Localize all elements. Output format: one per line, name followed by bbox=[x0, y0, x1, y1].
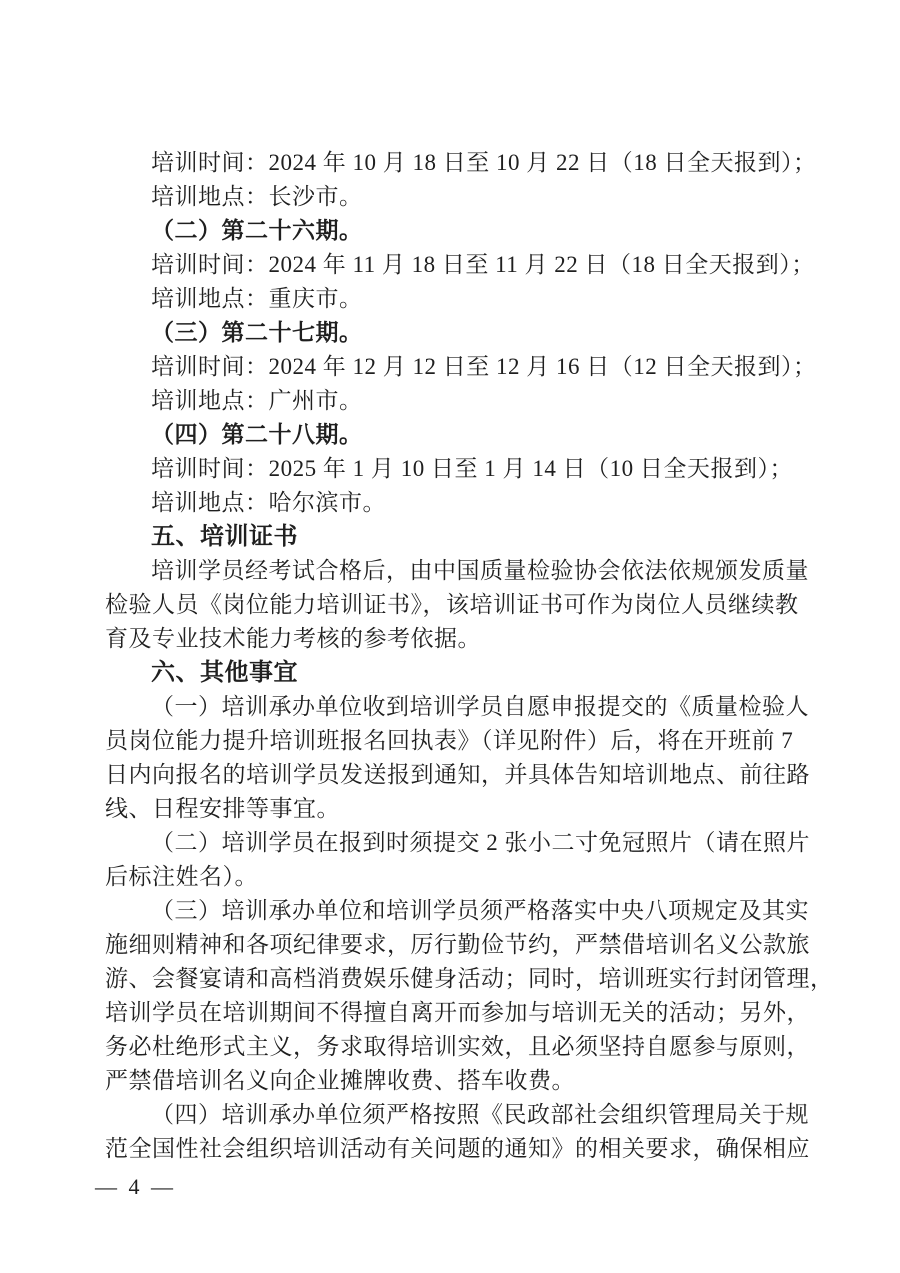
text-line: （四）第二十八期。 bbox=[151, 422, 363, 447]
text-line: 六、其他事宜 bbox=[151, 659, 298, 686]
text-line: 施细则精神和各项纪律要求，厉行勤俭节约，严禁借培训名义公款旅 bbox=[105, 932, 810, 957]
text-line: 培训时间：2025 年 1 月 10 日至 1 月 14 日（10 日全天报到）； bbox=[151, 456, 793, 481]
text-line: （一）培训承办单位收到培训学员自愿申报提交的《质量检验人 bbox=[151, 694, 809, 719]
text-line: （二）第二十六期。 bbox=[151, 218, 363, 243]
text-line: 五、培训证书 bbox=[151, 523, 298, 550]
text-line: 后标注姓名）。 bbox=[105, 864, 258, 889]
text-line: （四）培训承办单位须严格按照《民政部社会组织管理局关于规 bbox=[151, 1102, 809, 1127]
page-number: — 4 — bbox=[95, 1174, 176, 1199]
text-line: 培训地点：哈尔滨市。 bbox=[151, 490, 386, 515]
text-line: 检验人员《岗位能力培训证书》，该培训证书可作为岗位人员继续教 bbox=[105, 592, 799, 617]
text-line: 游、会餐宴请和高档消费娱乐健身活动；同时，培训班实行封闭管理， bbox=[105, 966, 834, 991]
text-line: 严禁借培训名义向企业摊牌收费、搭车收费。 bbox=[105, 1068, 575, 1093]
text-line: 范全国性社会组织培训活动有关问题的通知》的相关要求，确保相应 bbox=[105, 1136, 810, 1161]
text-line: （三）第二十七期。 bbox=[151, 320, 363, 345]
text-line: 培训地点：重庆市。 bbox=[151, 286, 363, 311]
text-line: 务必杜绝形式主义，务求取得培训实效，且必须坚持自愿参与原则， bbox=[105, 1034, 810, 1059]
text-line: 线、日程安排等事宜。 bbox=[105, 796, 340, 821]
text-line: 育及专业技术能力考核的参考依据。 bbox=[105, 626, 481, 651]
text-line: 培训时间：2024 年 12 月 12 日至 12 月 16 日（12 日全天报到）； bbox=[151, 354, 817, 379]
text-line: 员岗位能力提升培训班报名回执表》（详见附件）后，将在开班前 7 bbox=[105, 728, 794, 753]
text-line: 培训地点：长沙市。 bbox=[151, 184, 363, 209]
text-line: 培训地点：广州市。 bbox=[151, 388, 363, 413]
text-line: 培训时间：2024 年 10 月 18 日至 10 月 22 日（18 日全天报到）； bbox=[151, 150, 817, 175]
text-line: 培训时间：2024 年 11 月 18 日至 11 月 22 日（18 日全天报到）； bbox=[151, 252, 815, 277]
text-line: （二）培训学员在报到时须提交 2 张小二寸免冠照片（请在照片 bbox=[151, 830, 810, 855]
text-line: 培训学员经考试合格后，由中国质量检验协会依法依规颁发质量 bbox=[151, 558, 809, 583]
text-line: 日内向报名的培训学员发送报到通知，并具体告知培训地点、前往路 bbox=[105, 762, 810, 787]
text-line: 培训学员在培训期间不得擅自离开而参加与培训无关的活动；另外， bbox=[105, 1000, 810, 1025]
document-body bbox=[105, 146, 834, 1166]
text-line: （三）培训承办单位和培训学员须严格落实中央八项规定及其实 bbox=[151, 898, 809, 923]
page-footer bbox=[95, 1170, 176, 1204]
